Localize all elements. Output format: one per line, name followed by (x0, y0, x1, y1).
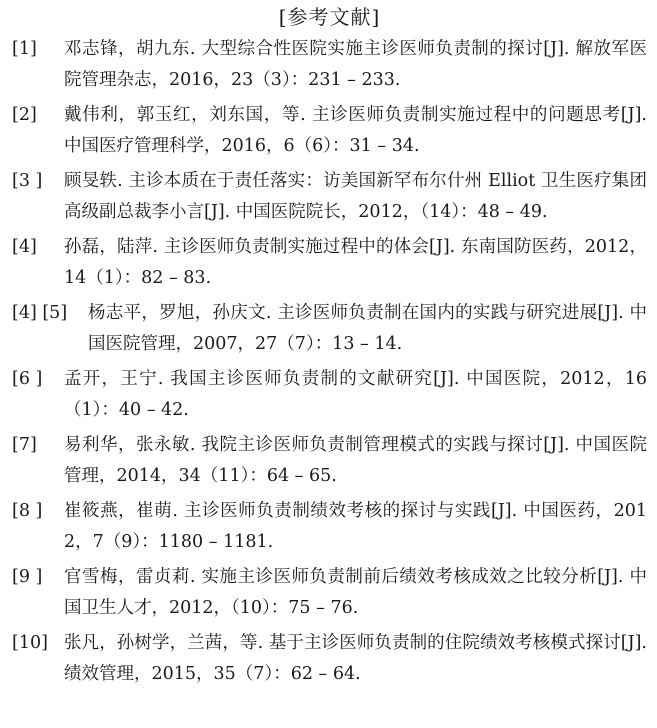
reference-number: [8 ] (12, 501, 43, 521)
references-heading: [参考文献] (278, 5, 381, 29)
reference-number: [9 ] (12, 567, 43, 587)
reference-text: 孙磊，陆萍. 主诊医师负责制实施过程中的体会[J]. 东南国防医药，2012，14（1）：82 – 83. (64, 237, 647, 288)
reference-item-9 (12, 562, 647, 624)
reference-number: [10] (12, 633, 48, 653)
reference-text: 顾旻轶. 主诊本质在于责任落实：访美国新罕布尔什州 Elliot 卫生医疗集团高级副总裁李小言[J]. 中国医院院长，2012，（14）：48 – 49. (64, 171, 647, 222)
reference-number: [4] (12, 237, 37, 257)
reference-text: 崔筱燕，崔萌. 主诊医师负责制绩效考核的探讨与实践[J]. 中国医药，2012，7（9）：1180 – 1181. (64, 501, 647, 552)
reference-text: 张凡，孙树学，兰茜，等. 基于主诊医师负责制的住院绩效考核模式探讨[J]. 绩效管理，2015，35（7）：62 – 64. (64, 633, 647, 684)
reference-text: 杨志平，罗旭，孙庆文. 主诊医师负责制在国内的实践与研究进展[J]. 中国医院管理，2007，27（7）：13 – 14. (88, 303, 647, 354)
reference-number: [4] [5] (12, 303, 68, 323)
reference-item-7 (12, 430, 647, 492)
reference-text: 官雪梅，雷贞莉. 实施主诊医师负责制前后绩效考核成效之比较分析[J]. 中国卫生人才，2012，（10）：75 – 76. (64, 567, 647, 618)
reference-text: 孟开，王宁. 我国主诊医师负责制的文献研究[J]. 中国医院，2012，16（1）：40 – 42. (64, 369, 647, 420)
reference-text: 戴伟利，郭玉红，刘东国，等. 主诊医师负责制实施过程中的问题思考[J]. 中国医疗管理科学，2016，6（6）：31 – 34. (64, 105, 647, 156)
reference-item-8 (12, 496, 647, 558)
reference-list (12, 34, 647, 690)
reference-text: 邓志锋，胡九东. 大型综合性医院实施主诊医师负责制的探讨[J]. 解放军医院管理杂志，2016，23（3）：231 – 233. (64, 39, 647, 90)
reference-number: [6 ] (12, 369, 43, 389)
reference-number: [7] (12, 435, 37, 455)
reference-item-5 (12, 298, 647, 360)
reference-number: [1] (12, 39, 37, 59)
reference-item-6 (12, 364, 647, 426)
reference-item-1 (12, 34, 647, 96)
reference-number: [3 ] (12, 171, 43, 191)
reference-item-3 (12, 166, 647, 228)
reference-number: [2] (12, 105, 37, 125)
reference-item-4 (12, 232, 647, 294)
reference-item-2 (12, 100, 647, 162)
reference-text: 易利华，张永敏. 我院主诊医师负责制管理模式的实践与探讨[J]. 中国医院管理，2014，34（11）：64 – 65. (64, 435, 647, 486)
reference-item-10 (12, 628, 647, 690)
